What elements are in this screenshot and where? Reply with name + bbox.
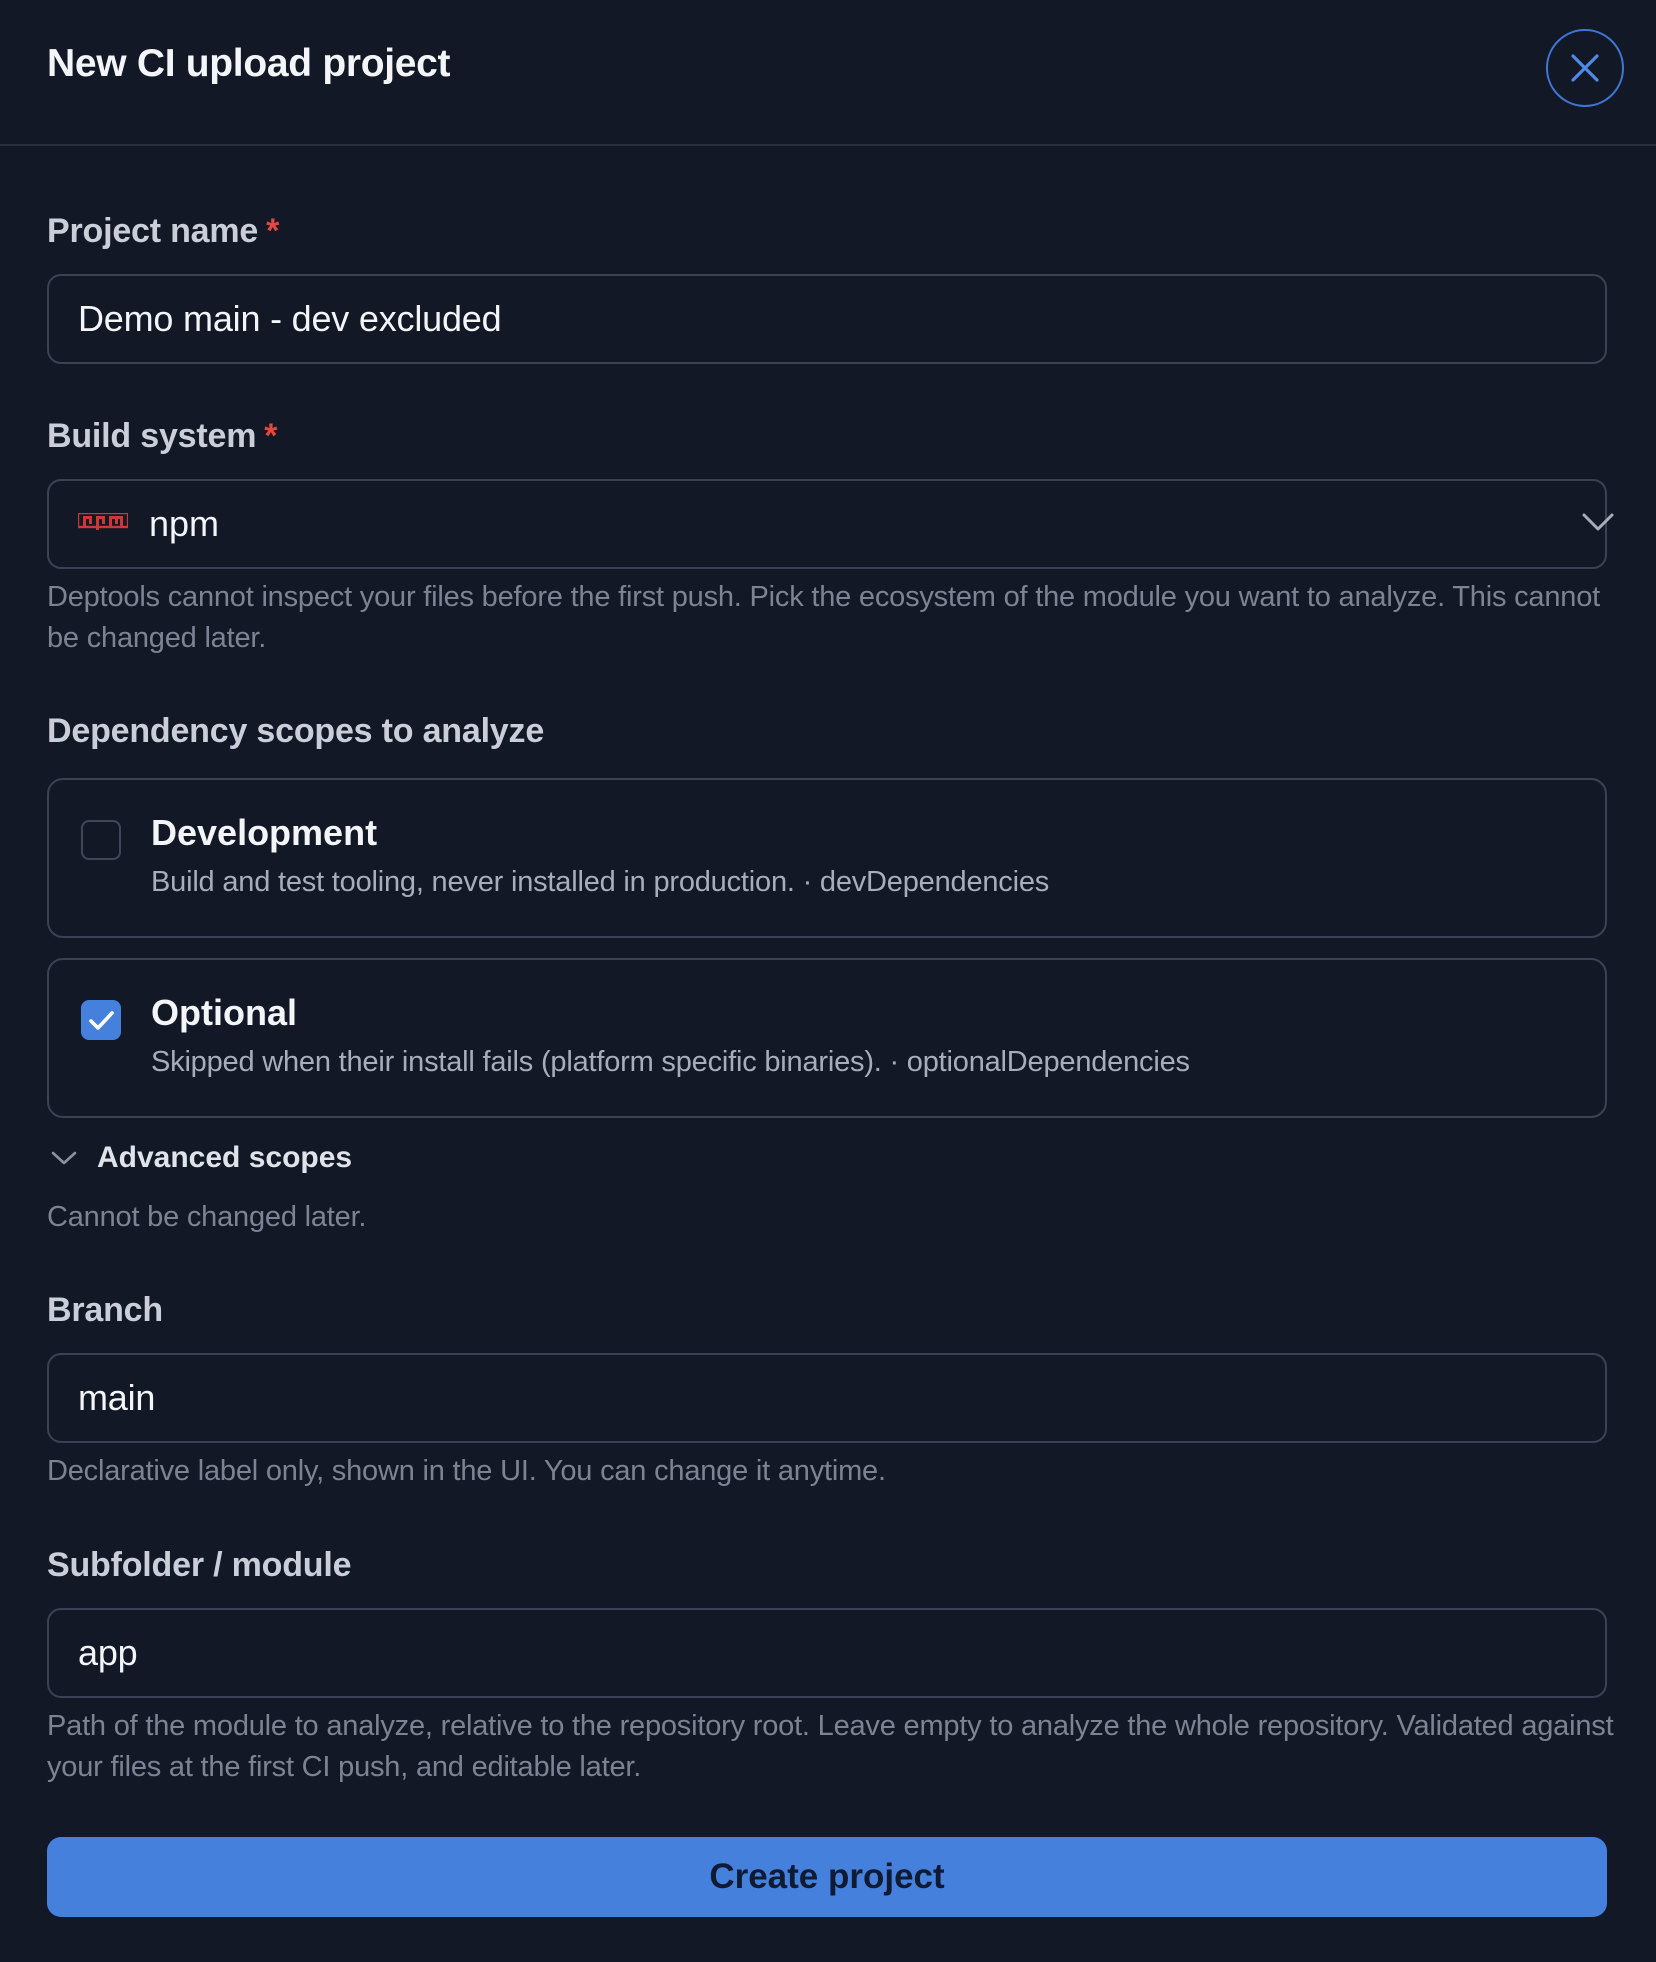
build-system-help: Deptools cannot inspect your files before the first push. Pick the ecosystem of the module you want to analyze. This cannot be changed later. bbox=[47, 581, 1600, 654]
development-checkbox[interactable] bbox=[81, 820, 121, 860]
build-system-label bbox=[47, 417, 277, 456]
project-name-label-text: Project name bbox=[47, 212, 259, 250]
subfolder-input[interactable] bbox=[47, 1608, 1607, 1698]
advanced-scopes-toggle[interactable] bbox=[49, 1136, 352, 1180]
project-name-input[interactable] bbox=[47, 274, 1607, 364]
dialog-title: New CI upload project bbox=[47, 42, 451, 85]
scope-title: Development bbox=[151, 812, 378, 853]
advanced-scopes-help: Cannot be changed later. bbox=[47, 1201, 367, 1233]
required-mark: * bbox=[264, 417, 278, 455]
scope-development[interactable] bbox=[47, 778, 1607, 938]
chevron-down-icon bbox=[49, 1149, 79, 1167]
scope-optional[interactable] bbox=[47, 958, 1607, 1118]
scope-description: Skipped when their install fails (platform specific binaries). · optionalDependencies bbox=[151, 1046, 1190, 1078]
close-button[interactable] bbox=[1546, 29, 1624, 107]
branch-label: Branch bbox=[47, 1291, 163, 1329]
subfolder-help: Path of the module to analyze, relative to the repository root. Leave empty to analyze the whole repository. Validated against your files at the first CI push, and editable later. bbox=[47, 1710, 1614, 1783]
scopes-label: Dependency scopes to analyze bbox=[47, 712, 545, 750]
build-system-label-text: Build system bbox=[47, 417, 257, 455]
scope-title: Optional bbox=[151, 992, 297, 1033]
required-mark: * bbox=[266, 212, 280, 250]
optional-checkbox[interactable] bbox=[81, 1000, 121, 1040]
checkmark-icon bbox=[83, 1002, 119, 1038]
subfolder-label: Subfolder / module bbox=[47, 1546, 352, 1584]
npm-logo-icon bbox=[78, 513, 128, 531]
project-name-label bbox=[47, 212, 279, 251]
project-name-value: Demo main - dev excluded bbox=[78, 298, 502, 339]
advanced-scopes-label: Advanced scopes bbox=[97, 1141, 353, 1174]
branch-input[interactable] bbox=[47, 1353, 1607, 1443]
chevron-down-icon bbox=[1581, 511, 1615, 533]
dialog-header bbox=[0, 0, 1656, 146]
scope-description: Build and test tooling, never installed in production. · devDependencies bbox=[151, 866, 1050, 898]
build-system-value: npm bbox=[149, 503, 220, 544]
branch-value: main bbox=[78, 1377, 156, 1418]
build-system-select[interactable] bbox=[47, 479, 1607, 569]
close-icon bbox=[1569, 52, 1601, 84]
branch-help: Declarative label only, shown in the UI. You can change it anytime. bbox=[47, 1455, 886, 1487]
subfolder-value: app bbox=[78, 1632, 138, 1673]
create-project-button[interactable]: Create project bbox=[47, 1837, 1607, 1917]
